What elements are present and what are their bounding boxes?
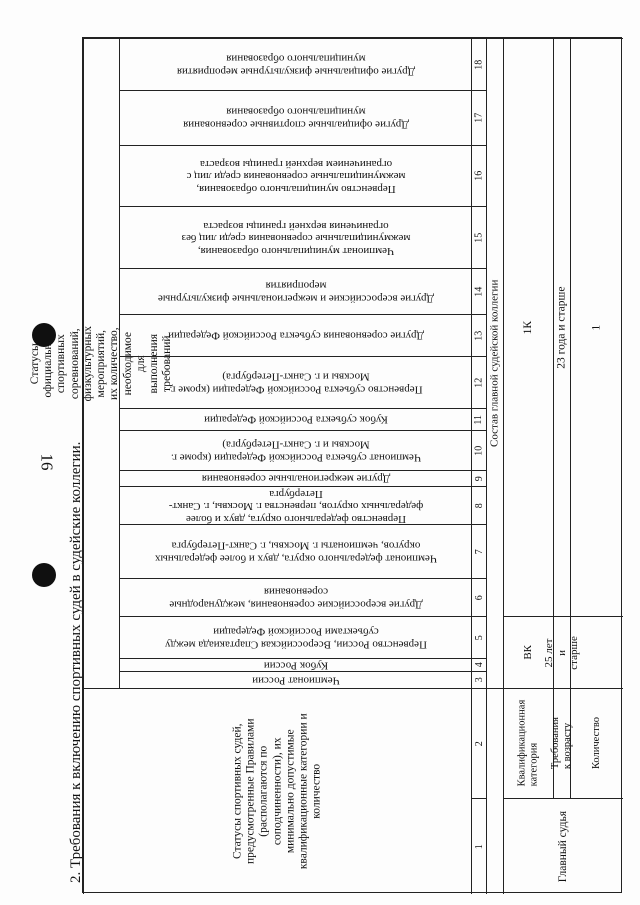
column-number-13 — [471, 314, 486, 356]
row-label-text: Требования к возрасту — [549, 717, 574, 770]
column-header-13 — [119, 314, 471, 356]
column-header-label: Чемпионат субъекта Российской Федерации (кроме г. Москвы и г. Санкт-Петербурга) — [170, 438, 421, 464]
column-header-4 — [119, 658, 471, 671]
row-value-right: 1К — [521, 320, 534, 335]
column-number: 7 — [473, 549, 485, 554]
column-number-12 — [471, 356, 486, 408]
column-number-11 — [471, 408, 486, 430]
row-value-left: 25 лет и старше — [543, 635, 581, 670]
row-label-text: Квалификационная категория — [516, 700, 540, 787]
column-number: 16 — [473, 171, 485, 181]
composition-label: Состав главной судейской коллегии — [488, 279, 501, 448]
column-number-6 — [471, 578, 486, 616]
row-value-left: ВК — [522, 645, 535, 660]
column-header-label: Другие официальные спортивные соревнования муниципального образования — [182, 106, 409, 131]
row-value-left-3 — [570, 616, 623, 688]
column-header-18 — [119, 38, 471, 90]
column-number: 10 — [473, 445, 485, 456]
row-label-text: Количество — [590, 717, 602, 770]
column-header-label: Чемпионат России — [251, 674, 340, 687]
column-number: 14 — [473, 286, 485, 297]
column-number-8 — [471, 486, 486, 524]
column-header-9 — [119, 470, 471, 486]
column-number: 5 — [473, 635, 485, 640]
column-header-label: Кубок России — [263, 659, 328, 672]
column-number-4 — [471, 658, 486, 671]
column-number-18 — [471, 38, 486, 90]
column-number: 6 — [473, 595, 485, 600]
column-number: 4 — [473, 662, 485, 668]
column-number: 15 — [473, 232, 485, 243]
column-number-2 — [471, 688, 486, 798]
row-label-1 — [503, 688, 553, 798]
judges-header — [83, 688, 471, 894]
column-number-3 — [471, 671, 486, 688]
column-number: 2 — [473, 741, 485, 746]
composition-header — [486, 38, 503, 688]
row-value-right: 1 — [590, 324, 603, 331]
column-header-label: Другие соревнования субъекта Российской Федерации — [167, 329, 424, 342]
column-number: 1 — [473, 844, 485, 849]
column-header-16 — [119, 145, 471, 206]
main-judge-cell — [503, 798, 623, 894]
column-number: 17 — [473, 113, 485, 123]
column-number-9 — [471, 470, 486, 486]
column-number-16 — [471, 145, 486, 206]
column-number-15 — [471, 206, 486, 268]
main-judge-label: Главный судья — [556, 810, 569, 883]
column-number-10 — [471, 430, 486, 470]
column-header-label: Другие межрегиональные соревнования — [201, 472, 390, 485]
column-header-label: Первенство России, Всероссийская Спартакиада между субъектами Российской Федерации — [164, 625, 427, 651]
column-number: 9 — [473, 476, 485, 481]
column-header-label: Другие всероссийские и межрегиональные физкультурные мероприятия — [157, 279, 434, 305]
column-header-14 — [119, 268, 471, 314]
column-header-10 — [119, 430, 471, 470]
column-number-14 — [471, 268, 486, 314]
column-number: 13 — [473, 330, 485, 341]
composition-blank — [486, 688, 503, 894]
row-value-left-2 — [543, 616, 581, 688]
row-value-right-3 — [570, 38, 623, 616]
column-header-label: Первенство муниципального образования, межмуниципальные соревнования среди лиц с ограничением верхней границы возраста — [186, 157, 405, 195]
column-header-label: Первенство федерального округа, двух и более федеральных округов, первенства г. Москвы, г. Санкт-Петербурга — [168, 487, 423, 525]
judges-header-text: Статусы спортивных судей, предусмотренные Правилами (располагаются по соподчиненности), их минимально допустимые квалификационные категории и количество — [231, 713, 323, 870]
column-header-11 — [119, 408, 471, 430]
column-header-12 — [119, 356, 471, 408]
column-header-label: Чемпионат муниципального образования, межмуниципальные соревнования среди лиц без ограничения верхней границы возраста — [181, 219, 410, 257]
column-header-6 — [119, 578, 471, 616]
column-number: 12 — [473, 377, 485, 388]
column-number-17 — [471, 90, 486, 145]
column-header-label: Другие всероссийские соревнования, международные соревнования — [168, 585, 423, 611]
column-header-label: Первенство субъекта Российской Федерации (кроме г. Москвы и г. Санкт-Петербурга) — [168, 370, 423, 396]
column-header-3 — [119, 671, 471, 688]
column-header-5 — [119, 616, 471, 658]
column-number: 18 — [473, 59, 485, 70]
column-number: 3 — [473, 677, 485, 683]
column-header-label: Другие официальные физкультурные мероприятия муниципального образования — [176, 52, 415, 78]
column-header-15 — [119, 206, 471, 268]
column-header-8 — [119, 486, 471, 524]
page-number: 16 — [37, 453, 57, 471]
column-number-7 — [471, 524, 486, 578]
row-value-right-2 — [553, 38, 570, 616]
column-number: 8 — [473, 503, 485, 508]
section-title: 2. Требования к включению спортивных судей в судейские коллегии. — [68, 441, 84, 883]
column-header-17 — [119, 90, 471, 145]
row-value-right: 23 года и старше — [555, 286, 568, 369]
column-number-1 — [471, 798, 486, 894]
column-number-5 — [471, 616, 486, 658]
row-label-3 — [570, 688, 623, 798]
column-number: 11 — [473, 414, 485, 425]
column-header-7 — [119, 524, 471, 578]
column-header-label: Кубок субъекта Российской Федерации — [203, 413, 388, 426]
punch-hole — [32, 563, 56, 587]
row-value-right-1 — [503, 38, 553, 616]
column-header-label: Чемпионат федерального округа, двух и более федеральных округов, чемпионаты г. Москвы, г. Санкт-Петербурга — [154, 539, 437, 565]
statuses-header-text: Статусы официальных спортивных соревнований, физкультурных мероприятий, их количество, необходимое для выполнения требований — [28, 325, 173, 402]
row-label-2 — [549, 688, 574, 798]
